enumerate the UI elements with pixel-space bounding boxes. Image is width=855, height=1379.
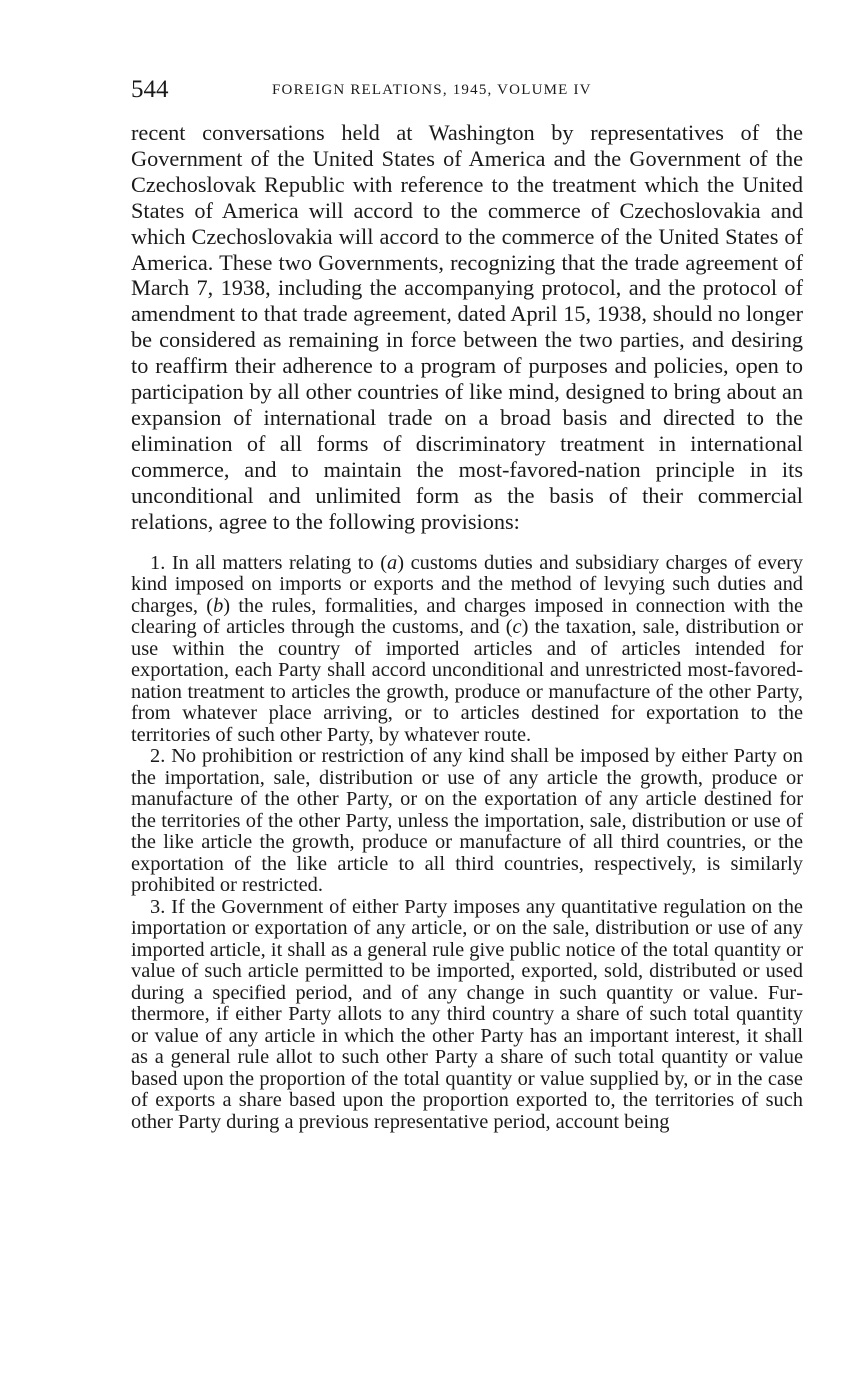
provision-1-text: 1. In all matters relating to ( (150, 551, 388, 574)
provision-1-text: ) the rules, formalities, and charges imposed in connection with the clearing of articles through the customs, and ( (131, 594, 804, 638)
provision-1-text: ) the taxation, sale, distribution or use within the country of imported articles and of articles intended for exportation, each Party shall accord unconditional and unrestricted most-favored-nation treatment to articles the growth, produce or manufacture of the other Party, from whatever place arriving, or to articles destined for exportation to the territories of such other Party, by whatever route. (131, 616, 803, 746)
intro-paragraph: recent conversations held at Washington by representatives of the Government of the United States of America and the Government of the Czechoslovak Republic with reference to the treatment which the United States of America will accord to the commerce of Czechoslovakia and which Czechoslovakia will accord to the commerce of the United States of America. These two Governments, recognizing that the trade agreement of March 7, 1938, including the accompanying protocol, and the protocol of amendment to that trade agreement, dated April 15, 1938, should no longer be considered as remaining in force between the two parties, and desiring to reaffirm their adherence to a program of purposes and policies, open to participation by all other countries of like mind, designed to bring about an expansion of international trade on a broad basis and directed to the elimination of all forms of discriminatory treatment in international commerce, and to maintain the most-favored-nation principle in its unconditional and unlimited form as the basis of their commercial relations, agree to the following provisions: (131, 120, 803, 534)
provision-1 (131, 553, 803, 747)
provision-1-item-c: c (512, 616, 522, 638)
provision-2: 2. No prohibition or restriction of any kind shall be imposed by either Party on the importation, sale, distribution or use of any article the growth, produce or manufacture of the other Party, or on the exportation of any article destined for the territories of the other Party, unless the importation, sale, distribution or use of the like article the growth, produce or manufacture of all third countries, or the exportation of the like article to all third countries, respectively, is similarly prohibited or restricted. (131, 745, 803, 896)
running-header (131, 74, 803, 110)
running-title: FOREIGN RELATIONS, 1945, VOLUME IV (272, 82, 592, 98)
page-number: 544 (131, 76, 169, 103)
provision-1-item-b: b (213, 594, 224, 617)
provision-1-text: ) customs duties and subsidiary charges of every kind imposed on imports or exports and the method of levying such duties and charges, ( (131, 551, 803, 617)
provisions-list (131, 553, 803, 1134)
provision-1-item-a: a (387, 551, 398, 574)
provision-3: 3. If the Government of either Party imposes any quantitative regulation on the importation or exportation of any article, or on the sale, distribution or use of any imported article, it shall as a general rule give public notice of the total quantity or value of such article permitted to be imported, exported, sold, distributed or used during a specified period, and of any change in such quantity or value. Furthermore, if either Party allots to any third country a share of such total quantity or value of any article in which the other Party has an important interest, it shall as a general rule allot to such other Party a share of such total quantity or value based upon the proportion of the total quantity or value supplied by, or in the case of exports a share based upon the proportion exported to, the territories of such other Party during a previous representative period, account being (131, 895, 803, 1133)
document-page (131, 74, 803, 1133)
